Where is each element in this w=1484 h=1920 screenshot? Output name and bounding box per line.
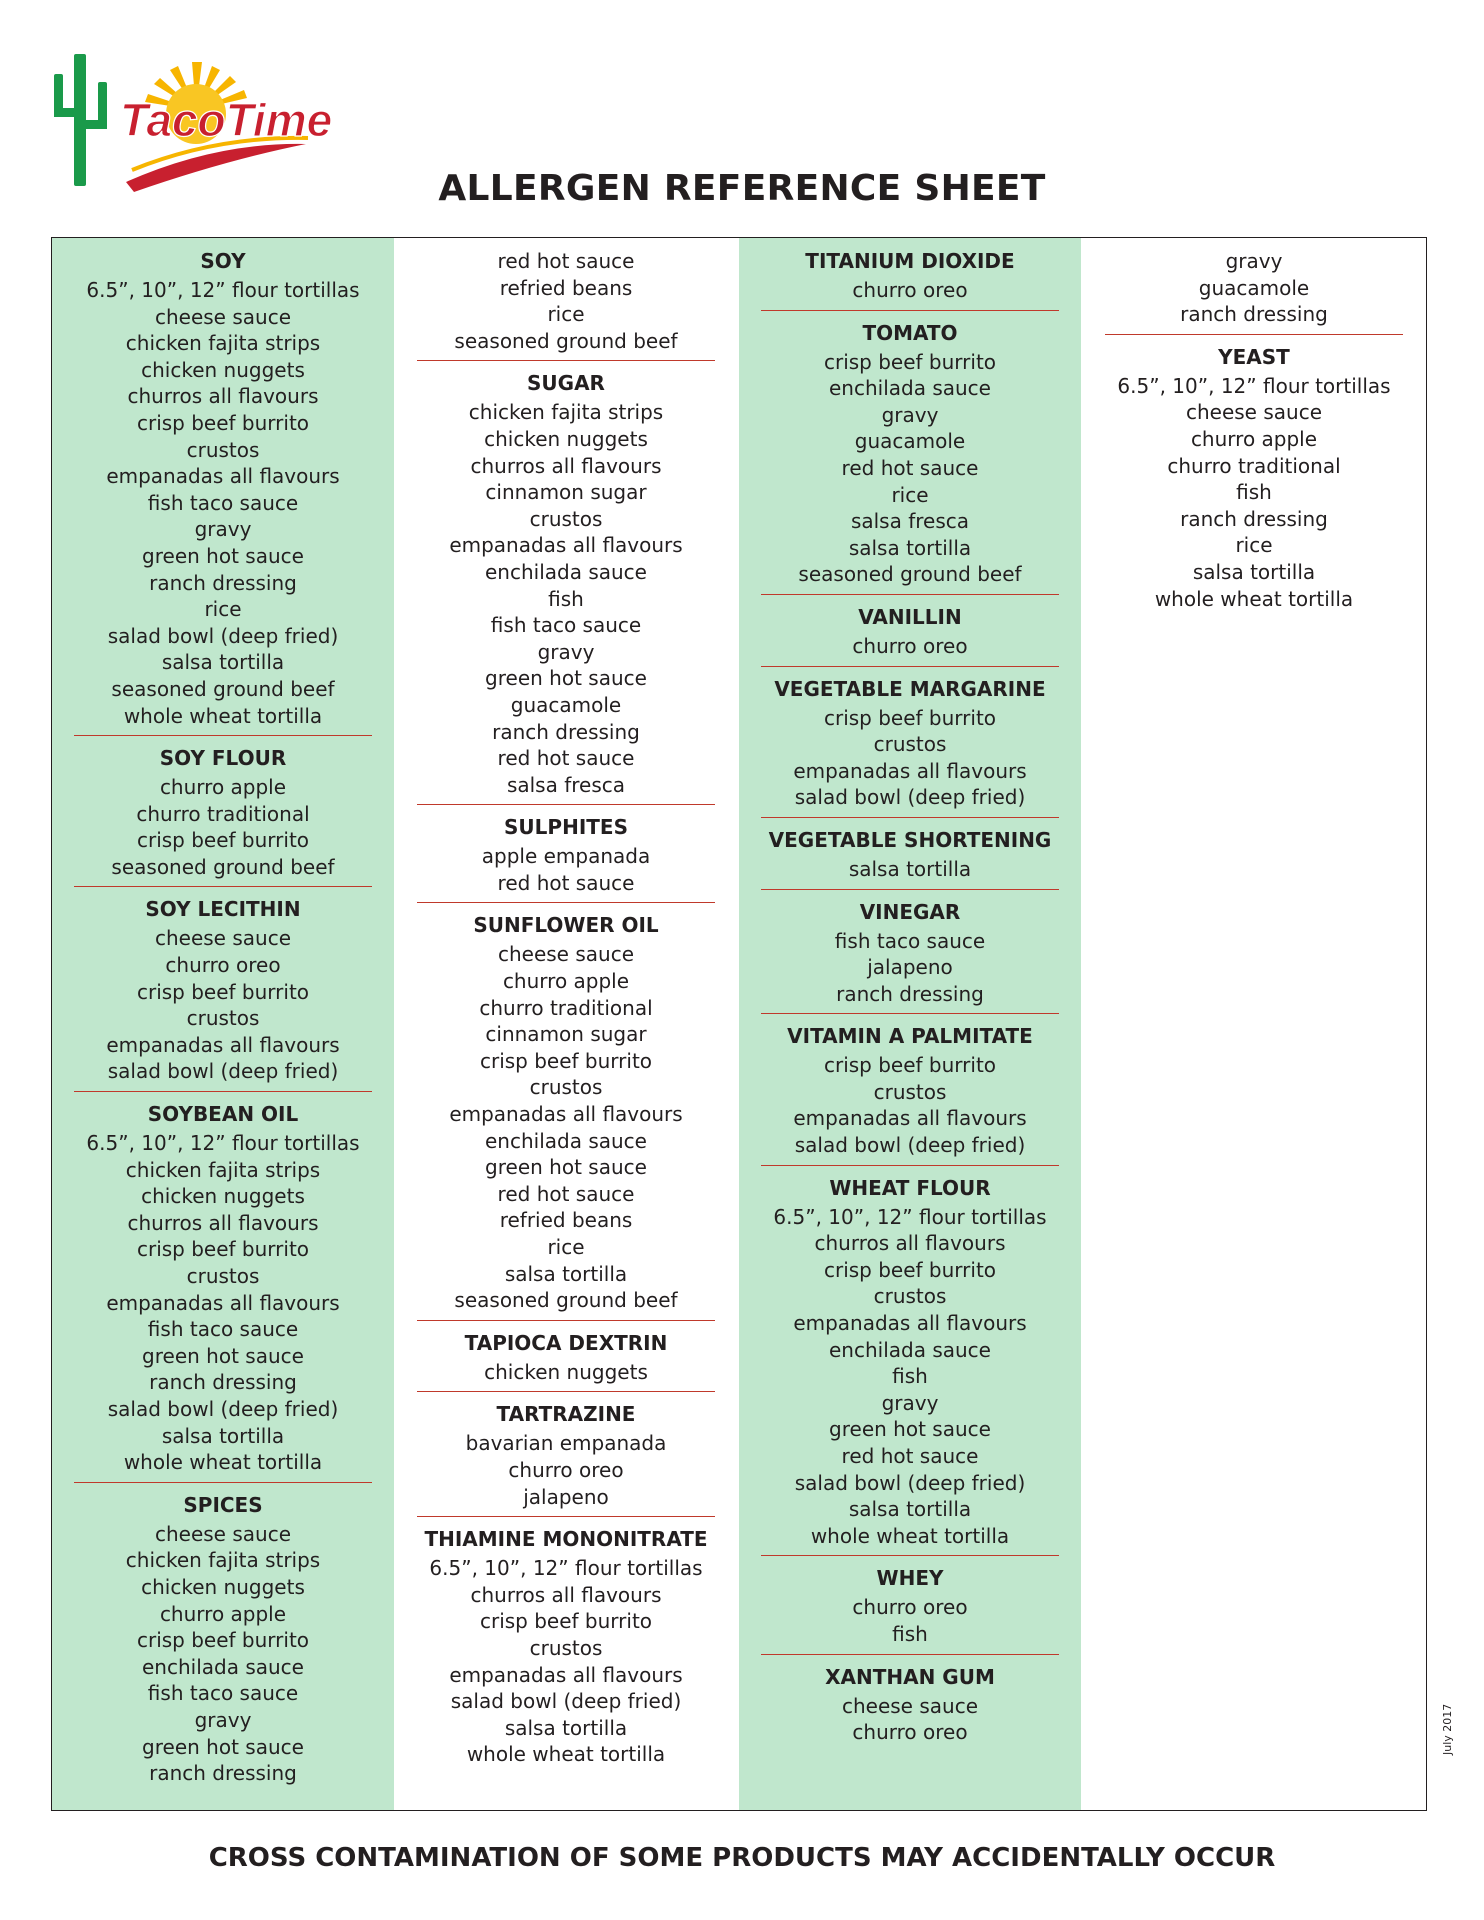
allergen-item: red hot sauce bbox=[497, 1181, 635, 1206]
allergen-item: ranch dressing bbox=[836, 981, 984, 1006]
allergen-item: green hot sauce bbox=[485, 1155, 647, 1180]
allergen-item: red hot sauce bbox=[497, 870, 635, 895]
allergen-item: cinnamon sugar bbox=[485, 1022, 647, 1047]
allergen-section bbox=[761, 320, 1059, 595]
allergen-item: crustos bbox=[529, 1075, 603, 1100]
allergen-item: ranch dressing bbox=[492, 719, 640, 744]
allergen-item: chicken nuggets bbox=[141, 357, 305, 382]
allergen-item: crisp beef burrito bbox=[823, 349, 997, 374]
column-2 bbox=[395, 238, 737, 1810]
allergen-item: salsa fresca bbox=[506, 772, 626, 797]
allergen-item: whole wheat tortilla bbox=[123, 1450, 323, 1475]
allergen-item: salsa tortilla bbox=[504, 1715, 628, 1740]
allergen-item: fish taco sauce bbox=[147, 490, 299, 515]
allergen-item: guacamole bbox=[510, 692, 622, 717]
page-title: ALLERGEN REFERENCE SHEET bbox=[438, 168, 1046, 209]
allergen-item: guacamole bbox=[854, 429, 966, 454]
allergen-item: churro oreo bbox=[852, 1595, 968, 1620]
allergen-item: chicken nuggets bbox=[141, 1184, 305, 1209]
allergen-title: THIAMINE MONONITRATE bbox=[424, 1527, 708, 1552]
allergen-item: fish taco sauce bbox=[147, 1317, 299, 1342]
allergen-item: crisp beef burrito bbox=[136, 410, 310, 435]
allergen-item: rice bbox=[547, 1235, 585, 1259]
allergen-item: green hot sauce bbox=[142, 1343, 304, 1368]
allergen-section bbox=[761, 1565, 1059, 1654]
allergen-item: salsa tortilla bbox=[848, 1497, 972, 1522]
allergen-item: chicken fajita strips bbox=[125, 331, 321, 356]
allergen-title: WHEY bbox=[876, 1566, 944, 1591]
allergen-item: fish bbox=[892, 1364, 928, 1389]
allergen-item: crisp beef burrito bbox=[136, 1628, 310, 1653]
column-3 bbox=[739, 238, 1081, 1810]
allergen-section bbox=[761, 1664, 1059, 1752]
cross-contamination-note: CROSS CONTAMINATION OF SOME PRODUCTS MAY ACCIDENTALLY OCCUR bbox=[208, 1843, 1276, 1873]
allergen-item: salsa tortilla bbox=[161, 1423, 285, 1448]
allergen-item: chicken nuggets bbox=[484, 1359, 648, 1384]
allergen-item: crustos bbox=[186, 1264, 260, 1288]
allergen-item: crisp beef burrito bbox=[136, 979, 310, 1004]
allergen-section bbox=[761, 248, 1059, 311]
allergen-item: chicken nuggets bbox=[141, 1574, 305, 1599]
allergen-item: fish taco sauce bbox=[490, 613, 642, 638]
allergen-title: SUGAR bbox=[527, 371, 605, 396]
allergen-item: cheese sauce bbox=[497, 942, 634, 967]
allergen-item: salad bowl (deep fried) bbox=[794, 1470, 1026, 1495]
allergen-section bbox=[74, 1492, 372, 1793]
allergen-item: empanadas all flavours bbox=[793, 758, 1027, 783]
allergen-section bbox=[417, 370, 715, 805]
allergen-item: 6.5”, 10”, 12” flour tortillas bbox=[429, 1556, 703, 1581]
allergen-title: VINEGAR bbox=[859, 899, 961, 924]
allergen-item: gravy bbox=[194, 1707, 252, 1732]
allergen-item: cinnamon sugar bbox=[485, 480, 647, 505]
allergen-item: gravy bbox=[194, 517, 252, 542]
allergen-item: crustos bbox=[529, 506, 603, 531]
allergen-item: green hot sauce bbox=[142, 543, 304, 568]
allergen-item: seasoned ground beef bbox=[111, 676, 335, 701]
allergen-item: crustos bbox=[873, 1284, 947, 1309]
allergen-item: enchilada sauce bbox=[485, 559, 647, 584]
allergen-item: empanadas all flavours bbox=[793, 1106, 1027, 1131]
column-4 bbox=[1083, 238, 1425, 1810]
allergen-item: seasoned ground beef bbox=[454, 328, 678, 353]
allergen-item: chicken nuggets bbox=[484, 426, 648, 451]
allergen-section bbox=[417, 814, 715, 903]
allergen-title: WHEAT FLOUR bbox=[829, 1175, 991, 1200]
allergen-item: apple empanada bbox=[481, 844, 651, 869]
allergen-item: red hot sauce bbox=[841, 455, 979, 480]
allergen-item: salad bowl (deep fried) bbox=[107, 623, 339, 648]
allergen-item: fish bbox=[1236, 480, 1272, 505]
allergen-item: churros all flavours bbox=[814, 1231, 1006, 1256]
allergen-item: churros all flavours bbox=[470, 453, 662, 478]
allergen-item: empanadas all flavours bbox=[106, 1290, 340, 1315]
allergen-item: enchilada sauce bbox=[829, 1337, 991, 1362]
allergen-item: crustos bbox=[186, 1006, 260, 1031]
allergen-title: XANTHAN GUM bbox=[825, 1664, 995, 1689]
allergen-title: TITANIUM DIOXIDE bbox=[805, 249, 1015, 273]
allergen-section bbox=[761, 899, 1059, 1015]
allergen-item: crisp beef burrito bbox=[479, 1609, 653, 1634]
allergen-item: cheese sauce bbox=[1185, 400, 1322, 425]
allergen-item: cheese sauce bbox=[841, 1693, 978, 1718]
allergen-item: churro oreo bbox=[852, 278, 968, 302]
allergen-item: whole wheat tortilla bbox=[810, 1523, 1010, 1548]
allergen-item: gravy bbox=[1225, 249, 1283, 273]
allergen-section bbox=[417, 1401, 715, 1517]
allergen-section bbox=[761, 827, 1059, 890]
allergen-item: green hot sauce bbox=[829, 1417, 991, 1442]
allergen-item: empanadas all flavours bbox=[449, 1662, 683, 1687]
allergen-section bbox=[761, 1023, 1059, 1165]
allergen-title: YEAST bbox=[1218, 344, 1290, 369]
allergen-item: salad bowl (deep fried) bbox=[794, 1133, 1026, 1158]
allergen-item: gravy bbox=[881, 1390, 939, 1415]
allergen-title: SPICES bbox=[183, 1492, 263, 1517]
allergen-item: red hot sauce bbox=[841, 1444, 979, 1468]
allergen-item: refried beans bbox=[499, 1208, 633, 1233]
allergen-item: red hot sauce bbox=[497, 249, 635, 273]
allergen-item: jalapeno bbox=[867, 955, 953, 980]
allergen-item: salad bowl (deep fried) bbox=[794, 785, 1026, 810]
allergen-item: crustos bbox=[873, 732, 947, 757]
allergen-section bbox=[417, 1526, 715, 1774]
allergen-item: churro oreo bbox=[508, 1457, 624, 1482]
allergen-item: chicken fajita strips bbox=[125, 1157, 321, 1182]
allergen-section bbox=[417, 912, 715, 1320]
allergen-title: SULPHITES bbox=[504, 815, 628, 840]
allergen-item: churro oreo bbox=[852, 1720, 968, 1745]
allergen-item: 6.5”, 10”, 12” flour tortillas bbox=[86, 278, 360, 302]
allergen-item: crisp beef burrito bbox=[823, 1053, 997, 1078]
allergen-item: salsa tortilla bbox=[161, 650, 285, 675]
allergen-item: seasoned ground beef bbox=[798, 562, 1022, 587]
allergen-item: green hot sauce bbox=[485, 666, 647, 691]
allergen-item: salsa tortilla bbox=[504, 1261, 628, 1286]
allergen-section bbox=[417, 248, 715, 361]
allergen-item: bavarian empanada bbox=[465, 1431, 667, 1456]
allergen-item: rice bbox=[891, 482, 929, 507]
allergen-item: fish taco sauce bbox=[834, 928, 986, 953]
allergen-item: gravy bbox=[537, 639, 595, 664]
allergen-section bbox=[74, 896, 372, 1092]
allergen-item: rice bbox=[204, 597, 242, 622]
allergen-item: crisp beef burrito bbox=[823, 705, 997, 730]
allergen-item: cheese sauce bbox=[154, 1521, 291, 1546]
allergen-item: churros all flavours bbox=[470, 1582, 662, 1607]
allergen-title: VITAMIN A PALMITATE bbox=[787, 1024, 1033, 1049]
allergen-item: seasoned ground beef bbox=[111, 854, 335, 879]
allergen-item: salsa fresca bbox=[850, 509, 970, 534]
allergen-item: empanadas all flavours bbox=[106, 1032, 340, 1057]
allergen-item: churro apple bbox=[159, 775, 287, 800]
allergen-item: churro apple bbox=[1190, 426, 1318, 451]
allergen-item: refried beans bbox=[499, 275, 633, 300]
allergen-item: cheese sauce bbox=[154, 304, 291, 329]
allergen-title: SOYBEAN OIL bbox=[147, 1102, 299, 1127]
allergen-title: TARTRAZINE bbox=[496, 1402, 636, 1427]
logo-wordmark: TacoTime bbox=[120, 94, 333, 146]
allergen-section bbox=[1105, 248, 1403, 335]
allergen-item: whole wheat tortilla bbox=[1154, 586, 1354, 611]
allergen-item: chicken fajita strips bbox=[125, 1548, 321, 1573]
allergen-item: ranch dressing bbox=[149, 570, 297, 595]
allergen-item: salad bowl (deep fried) bbox=[107, 1396, 339, 1421]
allergen-title: VEGETABLE MARGARINE bbox=[774, 676, 1046, 701]
allergen-title: VEGETABLE SHORTENING bbox=[768, 827, 1052, 852]
allergen-section bbox=[74, 248, 372, 736]
allergen-item: crustos bbox=[186, 437, 260, 462]
allergen-section bbox=[761, 676, 1059, 818]
allergen-item: enchilada sauce bbox=[142, 1654, 304, 1679]
allergen-item: whole wheat tortilla bbox=[466, 1742, 666, 1767]
allergen-item: fish bbox=[548, 586, 584, 611]
allergen-section bbox=[761, 604, 1059, 667]
allergen-item: cheese sauce bbox=[154, 926, 291, 951]
allergen-item: empanadas all flavours bbox=[106, 464, 340, 489]
allergen-item: churros all flavours bbox=[127, 384, 319, 409]
allergen-item: salad bowl (deep fried) bbox=[450, 1689, 682, 1714]
allergen-item: rice bbox=[1235, 533, 1273, 558]
allergen-item: churro traditional bbox=[136, 801, 310, 826]
allergen-item: empanadas all flavours bbox=[449, 1102, 683, 1127]
allergen-item: crustos bbox=[873, 1079, 947, 1104]
allergen-item: guacamole bbox=[1198, 275, 1310, 300]
allergen-section bbox=[417, 1330, 715, 1393]
allergen-item: empanadas all flavours bbox=[449, 533, 683, 558]
cactus-icon bbox=[54, 54, 107, 186]
allergen-item: seasoned ground beef bbox=[454, 1288, 678, 1313]
allergen-item: 6.5”, 10”, 12” flour tortillas bbox=[773, 1204, 1047, 1229]
allergen-item: chicken fajita strips bbox=[468, 400, 664, 425]
allergen-title: SOY FLOUR bbox=[159, 746, 287, 771]
allergen-table bbox=[51, 237, 1427, 1811]
allergen-item: churro traditional bbox=[1167, 453, 1341, 478]
allergen-item: crisp beef burrito bbox=[479, 1048, 653, 1073]
allergen-section bbox=[1105, 344, 1403, 618]
allergen-item: churro apple bbox=[159, 1601, 287, 1626]
allergen-item: enchilada sauce bbox=[829, 376, 991, 401]
allergen-item: green hot sauce bbox=[142, 1734, 304, 1759]
allergen-title: SOY LECITHIN bbox=[145, 897, 301, 922]
allergen-item: ranch dressing bbox=[1180, 506, 1328, 531]
allergen-section bbox=[74, 1101, 372, 1483]
allergen-item: fish bbox=[892, 1621, 928, 1646]
allergen-item: jalapeno bbox=[523, 1484, 609, 1509]
allergen-title: SOY bbox=[200, 249, 246, 273]
allergen-title: TOMATO bbox=[862, 320, 958, 345]
allergen-item: crustos bbox=[529, 1635, 603, 1660]
allergen-item: crisp beef burrito bbox=[136, 828, 310, 853]
allergen-item: red hot sauce bbox=[497, 746, 635, 771]
allergen-item: salsa tortilla bbox=[848, 535, 972, 560]
allergen-item: ranch dressing bbox=[149, 1370, 297, 1395]
allergen-title: TAPIOCA DEXTRIN bbox=[464, 1330, 668, 1355]
allergen-item: empanadas all flavours bbox=[793, 1311, 1027, 1336]
allergen-item: churro apple bbox=[502, 969, 630, 994]
date-stamp: July 2017 bbox=[1441, 1703, 1454, 1755]
allergen-item: crisp beef burrito bbox=[136, 1237, 310, 1262]
allergen-item: churro traditional bbox=[479, 995, 653, 1020]
allergen-item: churro oreo bbox=[852, 633, 968, 658]
allergen-item: rice bbox=[547, 302, 585, 327]
allergen-item: churro oreo bbox=[165, 953, 281, 978]
allergen-item: salsa tortilla bbox=[1192, 559, 1316, 584]
allergen-section bbox=[74, 745, 372, 887]
allergen-section bbox=[761, 1175, 1059, 1557]
allergen-item: enchilada sauce bbox=[485, 1128, 647, 1153]
allergen-item: ranch dressing bbox=[149, 1761, 297, 1786]
allergen-item: salsa tortilla bbox=[848, 856, 972, 881]
column-1 bbox=[52, 238, 394, 1810]
allergen-item: salad bowl (deep fried) bbox=[107, 1059, 339, 1084]
allergen-item: 6.5”, 10”, 12” flour tortillas bbox=[1117, 373, 1391, 398]
allergen-item: crisp beef burrito bbox=[823, 1257, 997, 1282]
allergen-item: churros all flavours bbox=[127, 1210, 319, 1235]
allergen-item: ranch dressing bbox=[1180, 302, 1328, 327]
allergen-title: VANILLIN bbox=[858, 604, 962, 629]
allergen-item: whole wheat tortilla bbox=[123, 703, 323, 728]
allergen-title: SUNFLOWER OIL bbox=[473, 913, 659, 938]
allergen-item: 6.5”, 10”, 12” flour tortillas bbox=[86, 1131, 360, 1156]
allergen-item: gravy bbox=[881, 402, 939, 427]
allergen-item: fish taco sauce bbox=[147, 1681, 299, 1706]
